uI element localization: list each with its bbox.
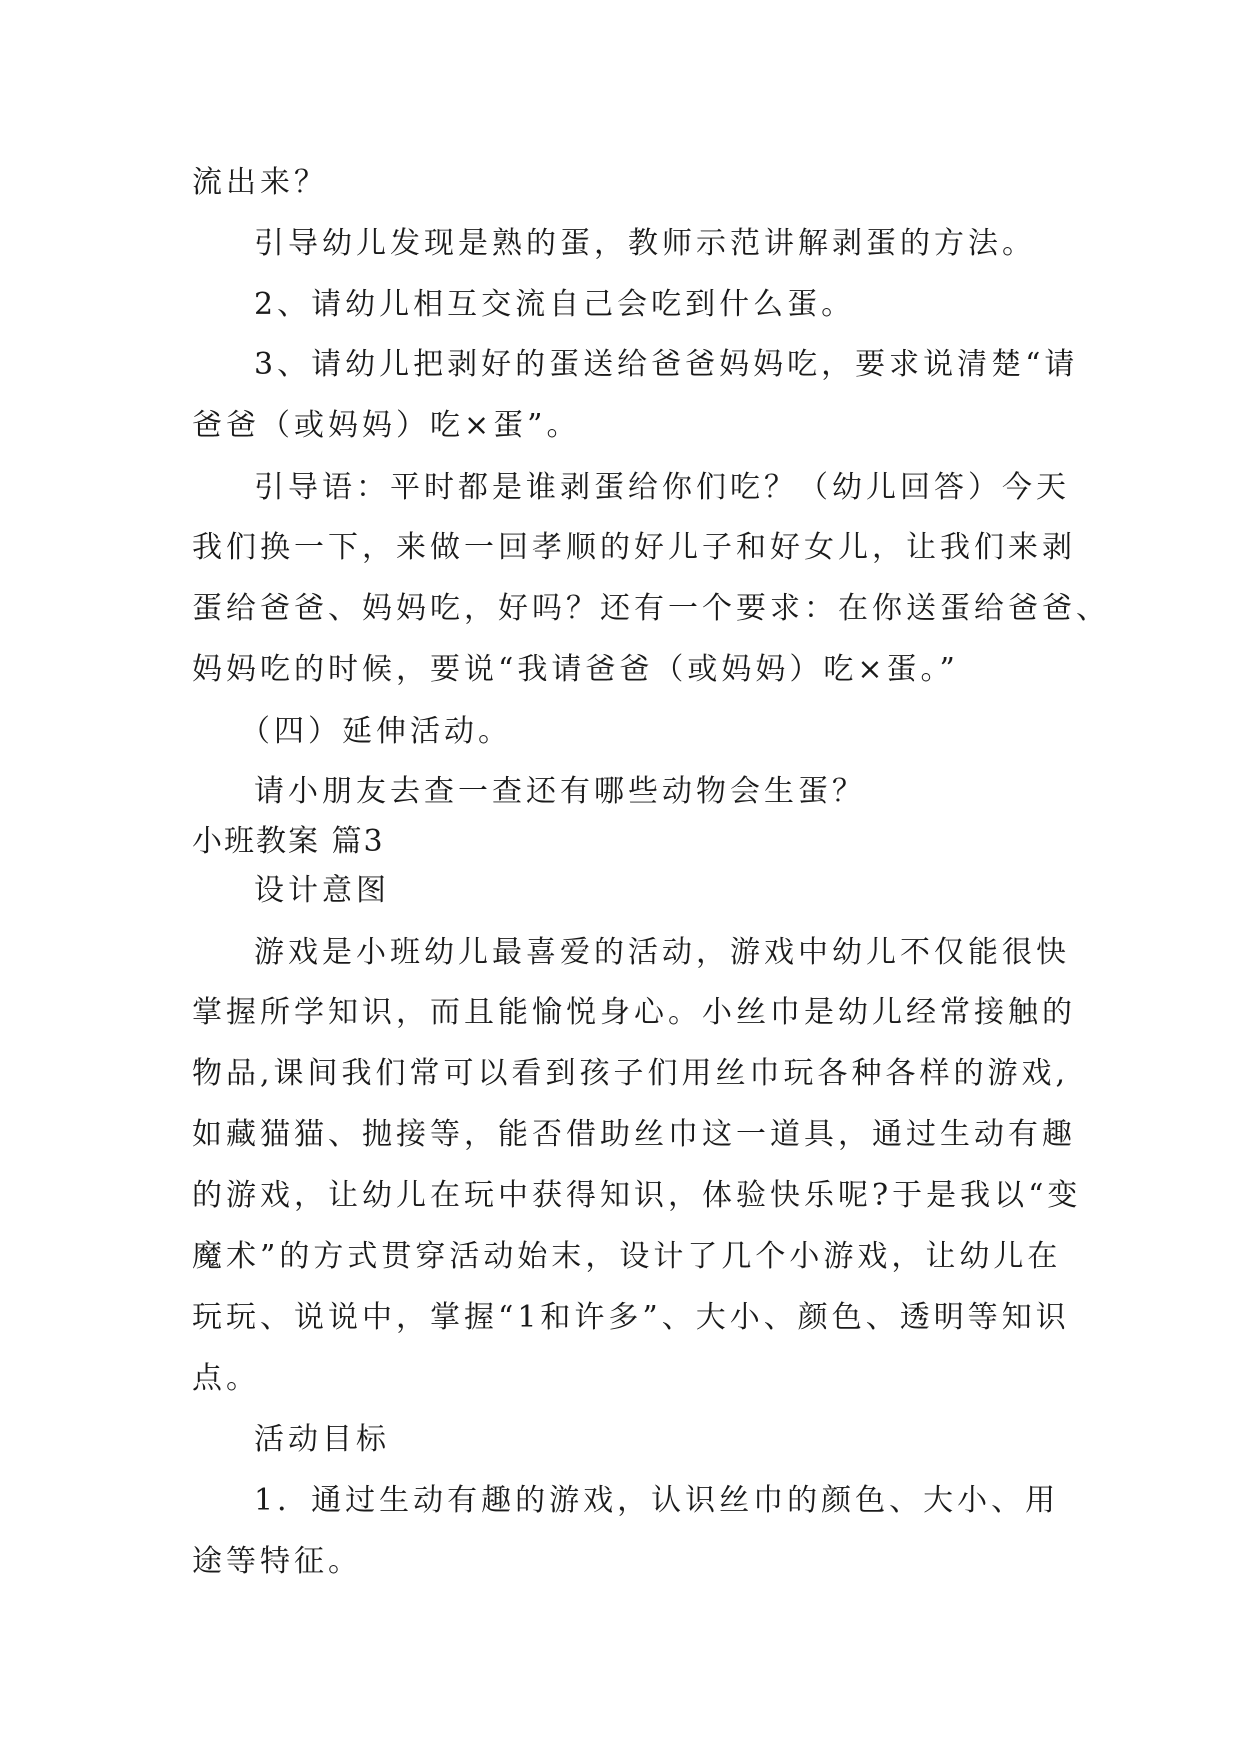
text-line: 引导幼儿发现是熟的蛋，教师示范讲解剥蛋的方法。 (254, 226, 1036, 261)
text-line: 请小朋友去查一查还有哪些动物会生蛋？ (254, 774, 866, 809)
article-heading: 小班教案 篇3 (192, 824, 385, 859)
text-line: 3、请幼儿把剥好的蛋送给爸爸妈妈吃，要求说清楚“请 (254, 347, 1079, 382)
text-line: 游戏是小班幼儿最喜爱的活动，游戏中幼儿不仅能很快 (254, 935, 1070, 970)
text-line: 途等特征。 (192, 1544, 362, 1579)
text-line: 掌握所学知识，而且能愉悦身心。小丝巾是幼儿经常接触的 (192, 995, 1076, 1030)
text-line: 物品,课间我们常可以看到孩子们用丝巾玩各种各样的游戏, (192, 1056, 1070, 1091)
text-line: 点。 (192, 1361, 260, 1396)
text-line: 妈妈吃的时候，要说“我请爸爸（或妈妈）吃×蛋。” (192, 652, 959, 687)
section-heading: 活动目标 (254, 1422, 390, 1457)
section-heading: 设计意图 (254, 873, 390, 908)
text-line: 1．通过生动有趣的游戏，认识丝巾的颜色、大小、用 (254, 1483, 1060, 1518)
text-line: 如藏猫猫、抛接等，能否借助丝巾这一道具，通过生动有趣 (192, 1117, 1076, 1152)
text-line: 我们换一下，来做一回孝顺的好儿子和好女儿，让我们来剥 (192, 530, 1076, 565)
section-heading: （四）延伸活动。 (240, 714, 512, 749)
text-line: 蛋给爸爸、妈妈吃，好吗？还有一个要求：在你送蛋给爸爸、 (192, 591, 1110, 626)
text-line: 魔术”的方式贯穿活动始末，设计了几个小游戏，让幼儿在 (192, 1239, 1062, 1274)
text-line: 引导语：平时都是谁剥蛋给你们吃？（幼儿回答）今天 (254, 470, 1070, 505)
text-line: 爸爸（或妈妈）吃×蛋”。 (192, 408, 581, 443)
text-line: 流出来？ (192, 165, 328, 200)
text-line: 的游戏，让幼儿在玩中获得知识，体验快乐呢?于是我以“变 (192, 1178, 1082, 1213)
text-line: 玩玩、说说中，掌握“1和许多”、大小、颜色、透明等知识 (192, 1300, 1070, 1335)
text-line: 2、请幼儿相互交流自己会吃到什么蛋。 (254, 287, 856, 322)
